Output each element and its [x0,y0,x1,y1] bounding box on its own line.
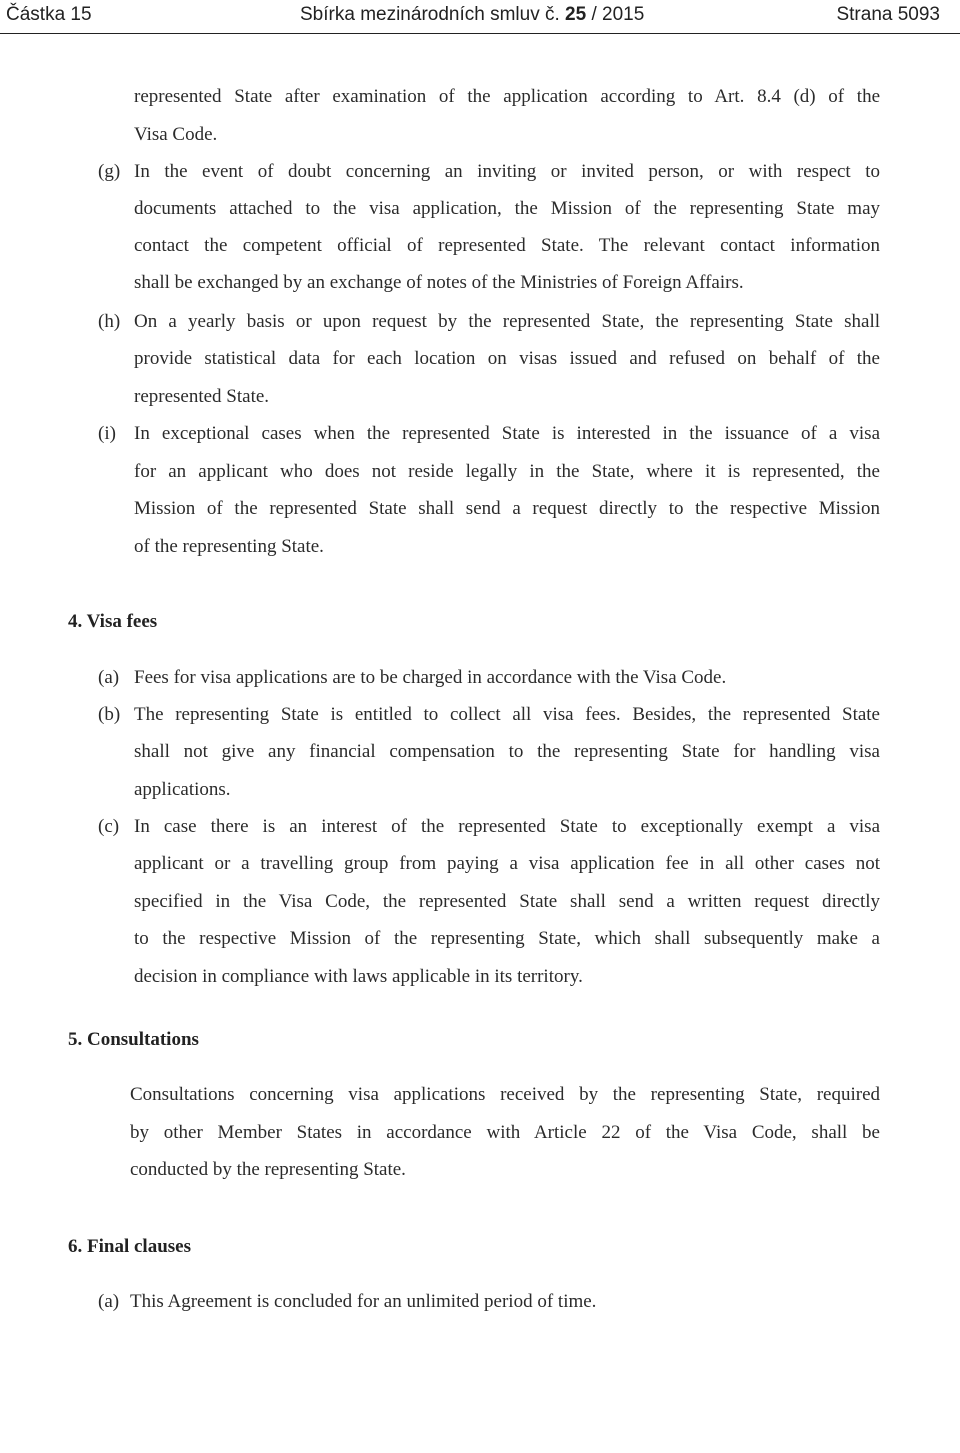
text-line: shall not give any financial compensation to the representing State for handling visa [134,741,880,762]
item-label: (i) [98,423,116,444]
item-label: (h) [98,311,121,332]
text-line: This Agreement is concluded for an unlimited period of time. [130,1291,597,1312]
text-line: documents attached to the visa application, the Mission of the representing State may [134,198,880,219]
text-line: Visa Code. [134,124,218,145]
header-issue-part: Částka 15 [6,4,92,25]
item-label: (a) [98,667,120,688]
item-label: (b) [98,704,121,725]
header-page-number: Strana 5093 [836,4,940,25]
item-label: (c) [98,816,120,837]
header-divider [0,33,960,34]
text-line: specified in the Visa Code, the represented State shall send a written request directly [134,891,880,912]
text-line: to the respective Mission of the representing State, which shall subsequently make a [134,928,880,949]
text-line: In the event of doubt concerning an inviting or invited person, or with respect to [134,161,880,182]
text-line: decision in compliance with laws applicable in its territory. [134,966,583,987]
text-line: represented State. [134,386,270,407]
text-line: represented State after examination of the application according to Art. 8.4 (d) of the [134,86,880,107]
item-label: (g) [98,161,121,182]
section-heading-visa-fees: 4. Visa fees [68,611,158,632]
text-line: contact the competent official of represented State. The relevant contact information [134,235,880,256]
text-line: shall be exchanged by an exchange of notes of the Ministries of Foreign Affairs. [134,272,744,293]
section-heading-consultations: 5. Consultations [68,1029,199,1050]
text-line: On a yearly basis or upon request by the represented State, the representing State shall [134,311,880,332]
text-line: The representing State is entitled to collect all visa fees. Besides, the represented State [134,704,880,725]
text-line: Fees for visa applications are to be charged in accordance with the Visa Code. [134,667,727,688]
text-line: by other Member States in accordance with Article 22 of the Visa Code, shall be [130,1122,880,1143]
text-line: In case there is an interest of the represented State to exceptionally exempt a visa [134,816,880,837]
text-line: Consultations concerning visa applications received by the representing State, required [130,1084,880,1105]
text-line: conducted by the representing State. [130,1159,406,1180]
text-line: for an applicant who does not reside legally in the State, where it is represented, the [134,461,880,482]
header-year: / 2015 [591,4,645,25]
header-collection-name: Sbírka mezinárodních smluv č. [300,4,560,25]
text-line: of the representing State. [134,536,324,557]
header-issue-number: 25 [565,4,587,25]
header-collection [300,4,644,26]
text-line: provide statistical data for each location on visas issued and refused on behalf of the [134,348,880,369]
item-label: (a) [98,1291,120,1312]
text-line: applicant or a travelling group from paying a visa application fee in all other cases not [134,853,880,874]
text-line: In exceptional cases when the represented State is interested in the issuance of a visa [134,423,880,444]
section-heading-final-clauses: 6. Final clauses [68,1236,191,1257]
text-line: Mission of the represented State shall send a request directly to the respective Mission [134,498,880,519]
text-line: applications. [134,779,231,800]
